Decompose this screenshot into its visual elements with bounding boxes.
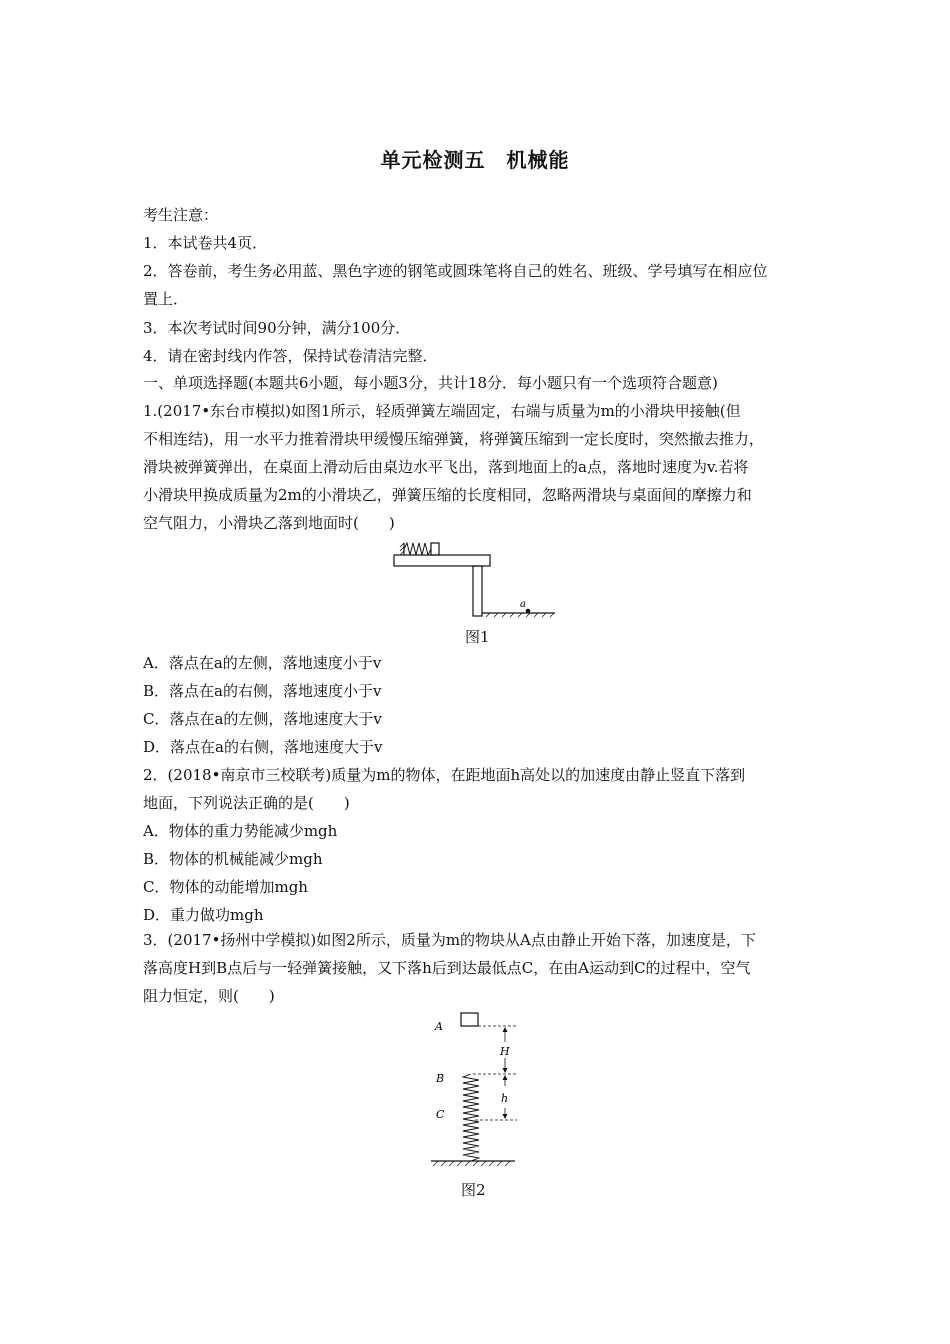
q3-text-line: 落高度H到B点后与一轻弹簧接触，又下落h后到达最低点C，在由A运动到C的过程中，空气	[143, 959, 751, 977]
q2-text-line: 2．(2018•南京市三校联考)质量为m的物体，在距地面h高处以的加速度由静止竖直下落到	[143, 766, 746, 784]
q2-text-line: 地面，下列说法正确的是( )	[143, 794, 350, 812]
figure-2-label-B: B	[436, 1072, 445, 1085]
notice-item: 3．本次考试时间90分钟，满分100分．	[143, 319, 411, 337]
q1-text-line: 滑块被弹簧弹出，在桌面上滑动后由桌边水平飞出，落到地面上的a点，落地时速度为v.若将	[143, 458, 749, 476]
page-title: 单元检测五 机械能	[380, 148, 570, 172]
figure-2-diagram	[425, 1010, 535, 1170]
figure-2-label-A: A	[435, 1020, 443, 1033]
section-heading: 一、单项选择题(本题共6小题，每小题3分，共计18分．每小题只有一个选项符合题意)	[143, 374, 718, 392]
figure-1-diagram	[390, 535, 560, 620]
q2-option-a: A．物体的重力势能减少mgh	[143, 822, 338, 840]
figure-2-label-C: C	[436, 1108, 445, 1121]
q1-text-line: 1.(2017•东台市模拟)如图1所示，轻质弹簧左端固定，右端与质量为m的小滑块甲接触(但	[143, 402, 741, 420]
notice-item: 置上．	[143, 290, 189, 308]
q2-option-b: B．物体的机械能减少mgh	[143, 850, 323, 868]
q1-text-line: 空气阻力，小滑块乙落到地面时( )	[143, 514, 395, 532]
q1-text-line: 小滑块甲换成质量为2m的小滑块乙，弹簧压缩的长度相同，忽略两滑块与桌面间的摩擦力和	[143, 486, 752, 504]
notice-heading: 考生注意：	[143, 206, 219, 224]
figure-2-label-H: H	[500, 1045, 510, 1058]
figure-2-label-h: h	[501, 1092, 509, 1105]
q1-text-line: 不相连结)，用一水平力推着滑块甲缓慢压缩弹簧，将弹簧压缩到一定长度时，突然撤去推力，	[143, 430, 764, 448]
figure-2-caption: 图2	[461, 1181, 486, 1199]
notice-item: 2．答卷前，考生务必用蓝、黑色字迹的钢笔或圆珠笔将自己的姓名、班级、学号填写在相应位	[143, 262, 768, 280]
q1-option-d: D．落点在a的右侧，落地速度大于v	[143, 738, 383, 756]
notice-item: 1．本试卷共4页．	[143, 234, 268, 252]
q1-option-a: A．落点在a的左侧，落地速度小于v	[143, 654, 382, 672]
figure-1-caption: 图1	[465, 628, 490, 646]
figure-1-point-label: a	[520, 599, 526, 610]
q3-text-line: 阻力恒定，则( )	[143, 987, 275, 1005]
q1-option-b: B．落点在a的右侧，落地速度小于v	[143, 682, 382, 700]
notice-item: 4．请在密封线内作答，保持试卷清洁完整．	[143, 347, 438, 365]
q2-option-d: D．重力做功mgh	[143, 906, 264, 924]
q1-option-c: C．落点在a的左侧，落地速度大于v	[143, 710, 382, 728]
q3-text-line: 3．(2017•扬州中学模拟)如图2所示，质量为m的物块从A点由静止开始下落，加速度是，下	[143, 931, 756, 949]
q2-option-c: C．物体的动能增加mgh	[143, 878, 308, 896]
